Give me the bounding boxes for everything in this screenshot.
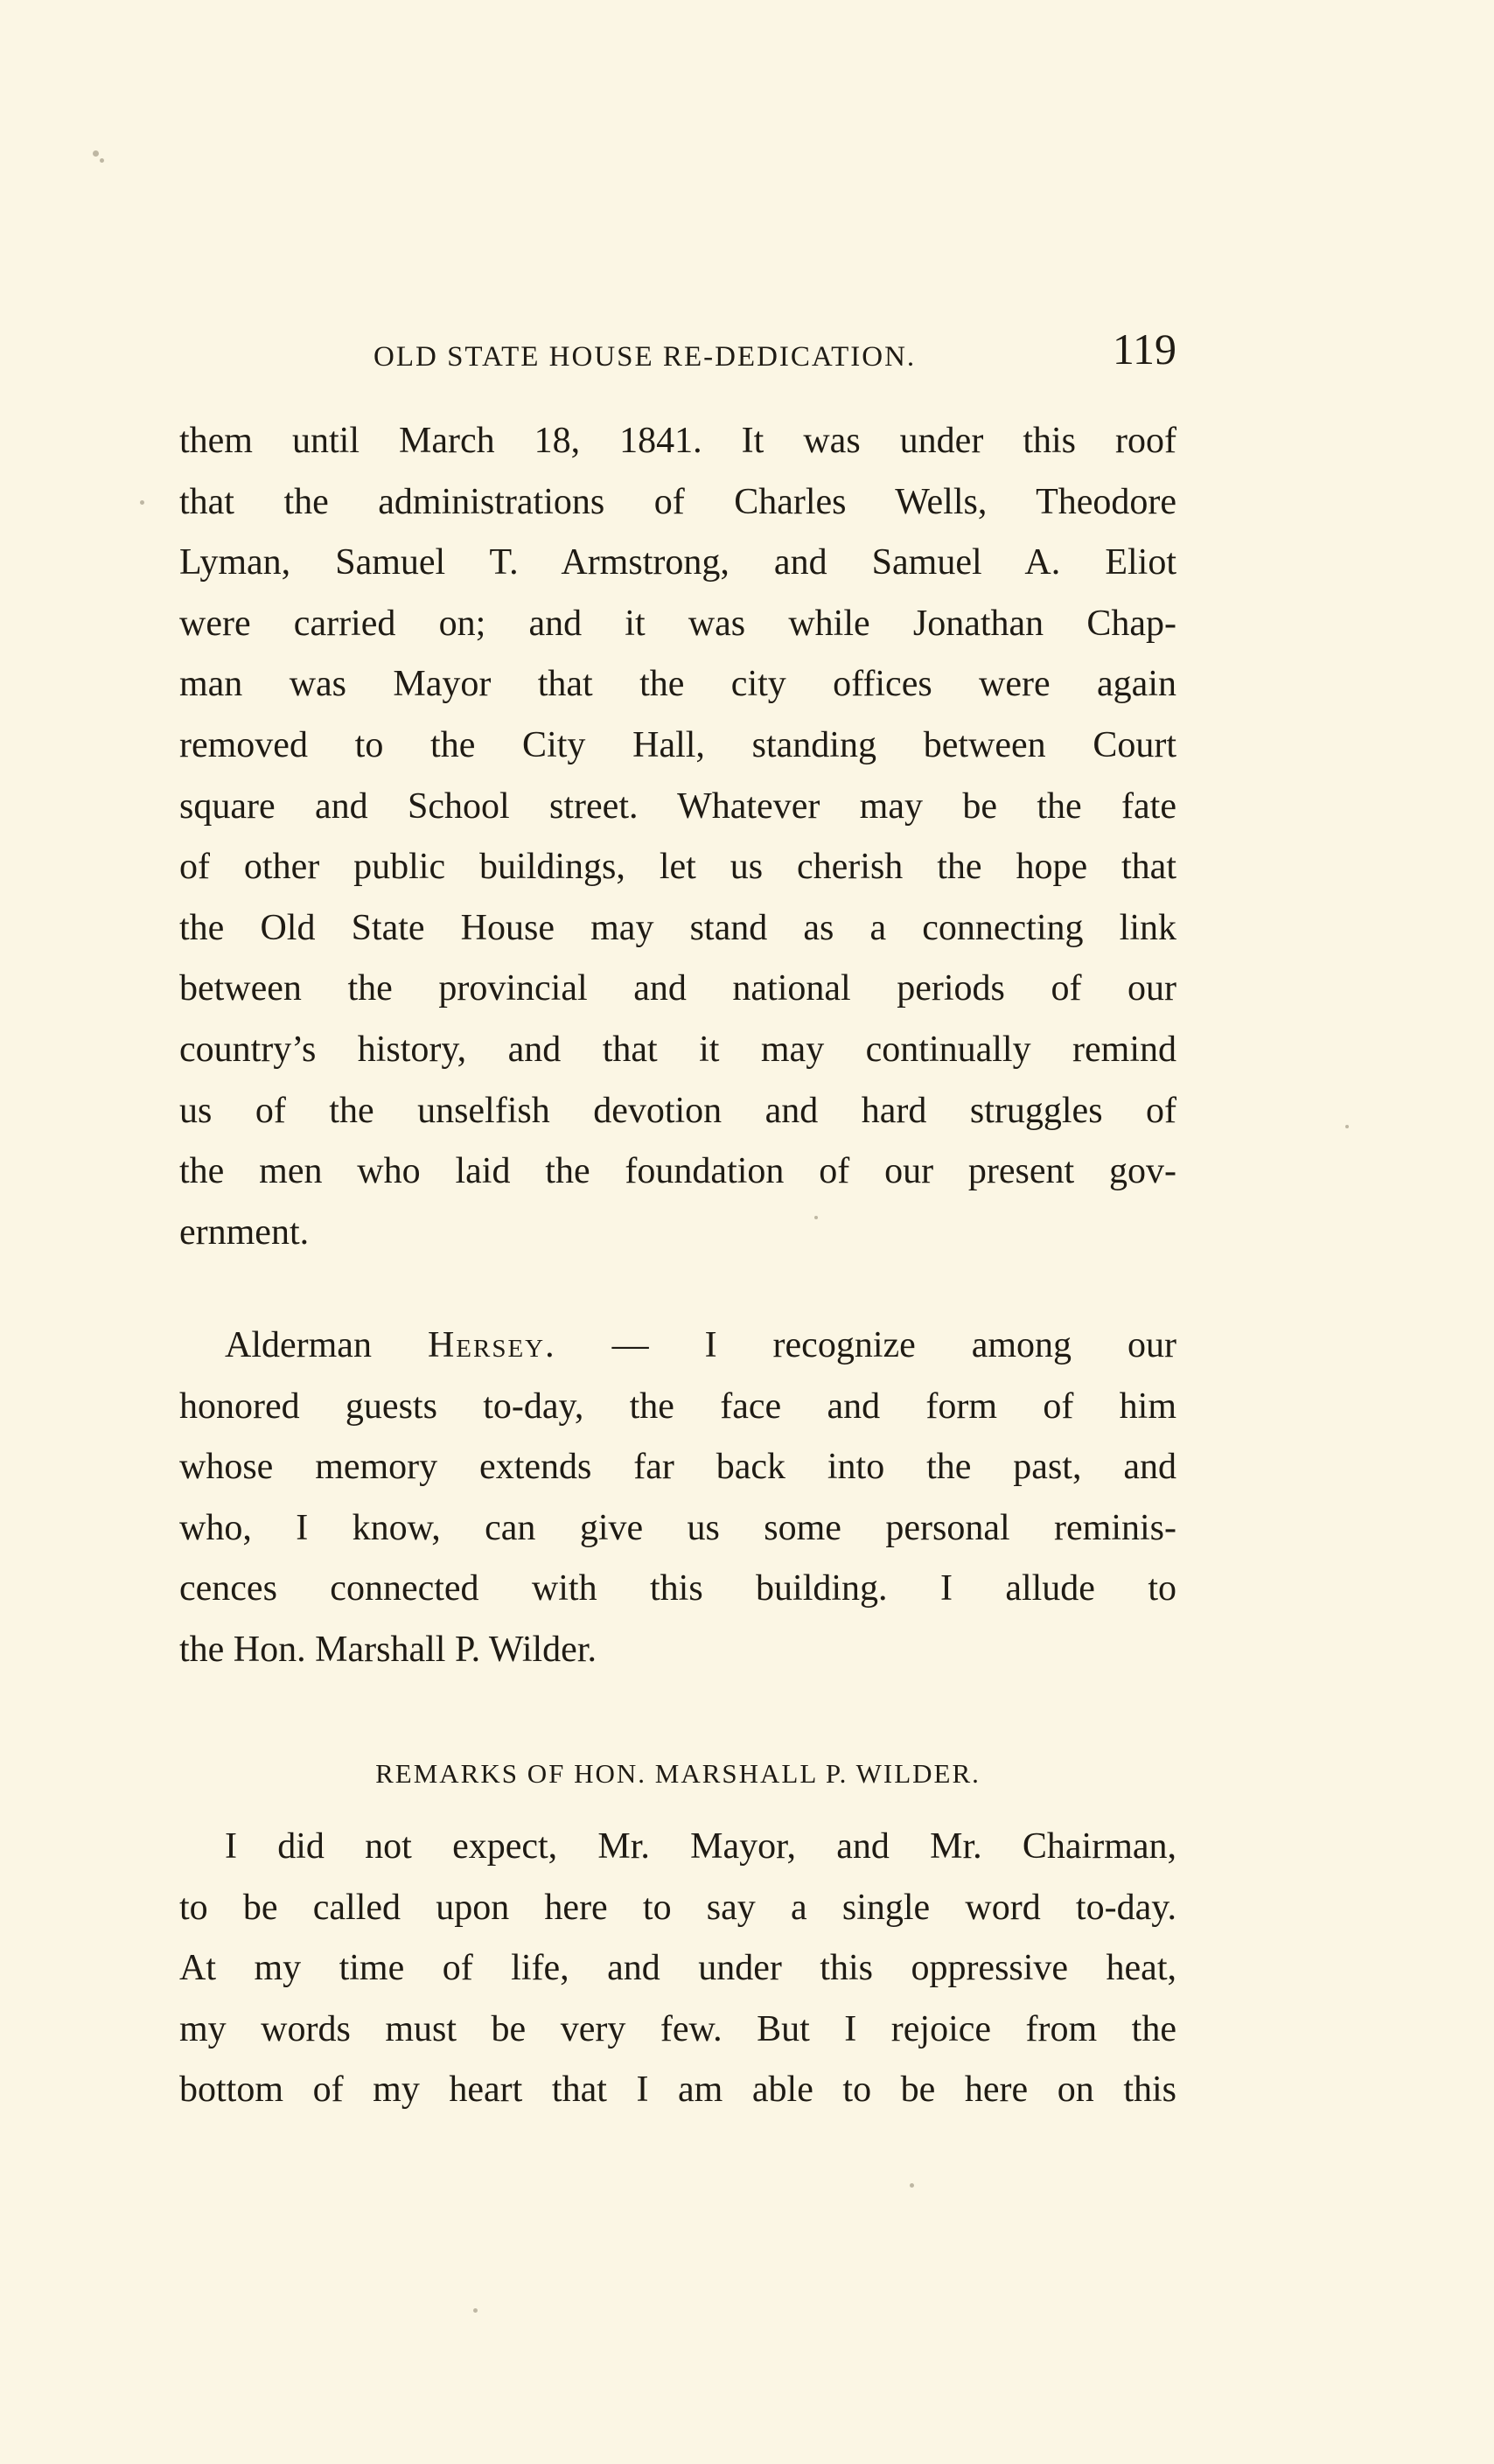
paragraph-line: At my time of life, and under this oppressive heat, — [179, 1948, 1176, 1989]
paragraph-3 — [179, 1817, 1176, 2121]
paragraph-line: the Hon. Marshall P. Wilder. — [179, 1629, 597, 1670]
paragraph-line: square and School street. Whatever may be the fate — [179, 785, 1176, 827]
speaker-name: Hersey. — [427, 1325, 556, 1365]
paragraph-line: who, I know, can give us some personal reminis- — [179, 1507, 1176, 1548]
paragraph-line: cences connected with this building. I allude to — [179, 1568, 1176, 1609]
paragraph-line: the Old State House may stand as a connecting link — [179, 907, 1176, 948]
paragraph-2 — [179, 1316, 1176, 1681]
paper-speck — [814, 1216, 818, 1219]
paragraph-line: were carried on; and it was while Jonathan Chap- — [179, 603, 1176, 644]
paper-speck — [93, 150, 99, 157]
paragraph-line: honored guests to-day, the face and form of him — [179, 1386, 1176, 1427]
paper-speck — [910, 2183, 914, 2188]
page-number: 119 — [1112, 325, 1176, 373]
paragraph-line: whose memory extends far back into the past, and — [179, 1447, 1176, 1488]
paragraph-line: bottom of my heart that I am able to be here on this — [179, 2070, 1176, 2111]
paragraph-line: ernment. — [179, 1211, 310, 1253]
speaker-line-rest: — I recognize among our — [611, 1325, 1177, 1365]
paragraph-line: of other public buildings, let us cherish the hope that — [179, 847, 1176, 888]
section-heading: REMARKS OF HON. MARSHALL P. WILDER. — [375, 1758, 981, 1789]
paragraph-line: Lyman, Samuel T. Armstrong, and Samuel A. Eliot — [179, 542, 1176, 583]
paragraph-line: between the provincial and national periods of our — [179, 968, 1176, 1009]
speaker-line — [179, 1316, 1176, 1377]
paper-speck — [473, 2308, 478, 2313]
paper-speck — [1345, 1125, 1349, 1128]
speaker-title: Alderman — [225, 1325, 372, 1365]
paper-speck — [140, 500, 144, 505]
paragraph-line: my words must be very few. But I rejoice from the — [179, 2008, 1176, 2049]
paragraph-line: the men who laid the foundation of our present gov- — [179, 1151, 1176, 1192]
paragraph-line: that the administrations of Charles Wells, Theodore — [179, 481, 1176, 522]
running-title: OLD STATE HOUSE RE-DEDICATION. — [374, 341, 917, 373]
paragraph-line: us of the unselfish devotion and hard struggles of — [179, 1090, 1176, 1131]
running-head — [179, 324, 1176, 385]
paragraph-line: country’s history, and that it may continually remind — [179, 1029, 1176, 1070]
paragraph-1 — [179, 411, 1176, 1263]
paragraph-line: man was Mayor that the city offices were again — [179, 664, 1176, 705]
paragraph-line: to be called upon here to say a single word to-day. — [179, 1887, 1176, 1928]
paragraph-line: them until March 18, 1841. It was under this roof — [179, 421, 1176, 461]
paragraph-line: removed to the City Hall, standing between Court — [179, 724, 1176, 765]
paragraph-line: I did not expect, Mr. Mayor, and Mr. Chairman, — [225, 1826, 1176, 1867]
paper-speck — [100, 158, 104, 163]
